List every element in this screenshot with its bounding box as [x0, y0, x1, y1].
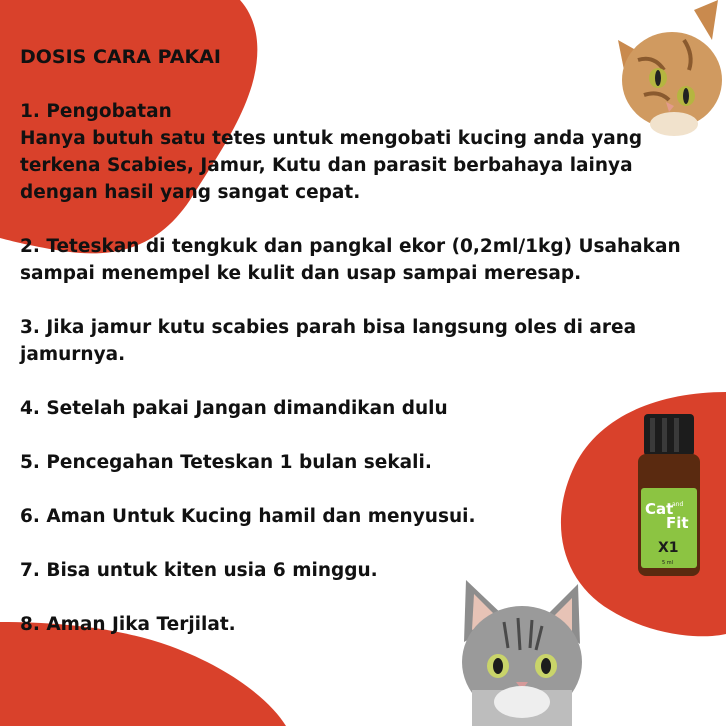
- instruction-line: dengan hasil yang sangat cepat.: [20, 182, 361, 203]
- instruction-line: terkena Scabies, Jamur, Kutu dan parasit berbahaya lainya: [20, 155, 633, 176]
- instruction-line: 1. Pengobatan: [20, 101, 172, 122]
- dropper-bottle-icon: [636, 410, 702, 578]
- instruction-item-8: [20, 611, 720, 638]
- instruction-line: jamurnya.: [20, 344, 126, 365]
- label-word-cat: Cat: [645, 500, 674, 518]
- instruction-line: sampai menempel ke kulit dan usap sampai meresap.: [20, 263, 582, 284]
- instruction-line: 8. Aman Jika Terjilat.: [20, 614, 236, 635]
- tabby-cat-icon: [614, 0, 726, 140]
- instruction-line: 2. Teteskan di tengkuk dan pangkal ekor (0,2ml/1kg) Usahakan: [20, 236, 681, 257]
- instruction-line: 3. Jika jamur kutu scabies parah bisa langsung oles di area: [20, 317, 637, 338]
- instruction-line: 4. Setelah pakai Jangan dimandikan dulu: [20, 398, 448, 419]
- instruction-item-7: [20, 557, 720, 584]
- instruction-line: Hanya butuh satu tetes untuk mengobati kucing anda yang: [20, 128, 643, 149]
- instruction-line: 7. Bisa untuk kiten usia 6 minggu.: [20, 560, 378, 581]
- page-title: DOSIS CARA PAKAI: [20, 46, 221, 68]
- instruction-line: 5. Pencegahan Teteskan 1 bulan sekali.: [20, 452, 432, 473]
- label-code: X1: [658, 540, 679, 556]
- instruction-item-2: [20, 233, 720, 287]
- label-word-and: and: [672, 501, 684, 508]
- instruction-item-6: [20, 503, 720, 530]
- instruction-item-5: [20, 449, 720, 476]
- instruction-item-4: [20, 395, 720, 422]
- gray-cat-icon: [452, 570, 592, 726]
- label-word-fit: Fit: [666, 514, 689, 532]
- instruction-line: 6. Aman Untuk Kucing hamil dan menyusui.: [20, 506, 476, 527]
- instruction-item-3: [20, 314, 720, 368]
- label-volume: 5 ml: [662, 560, 674, 566]
